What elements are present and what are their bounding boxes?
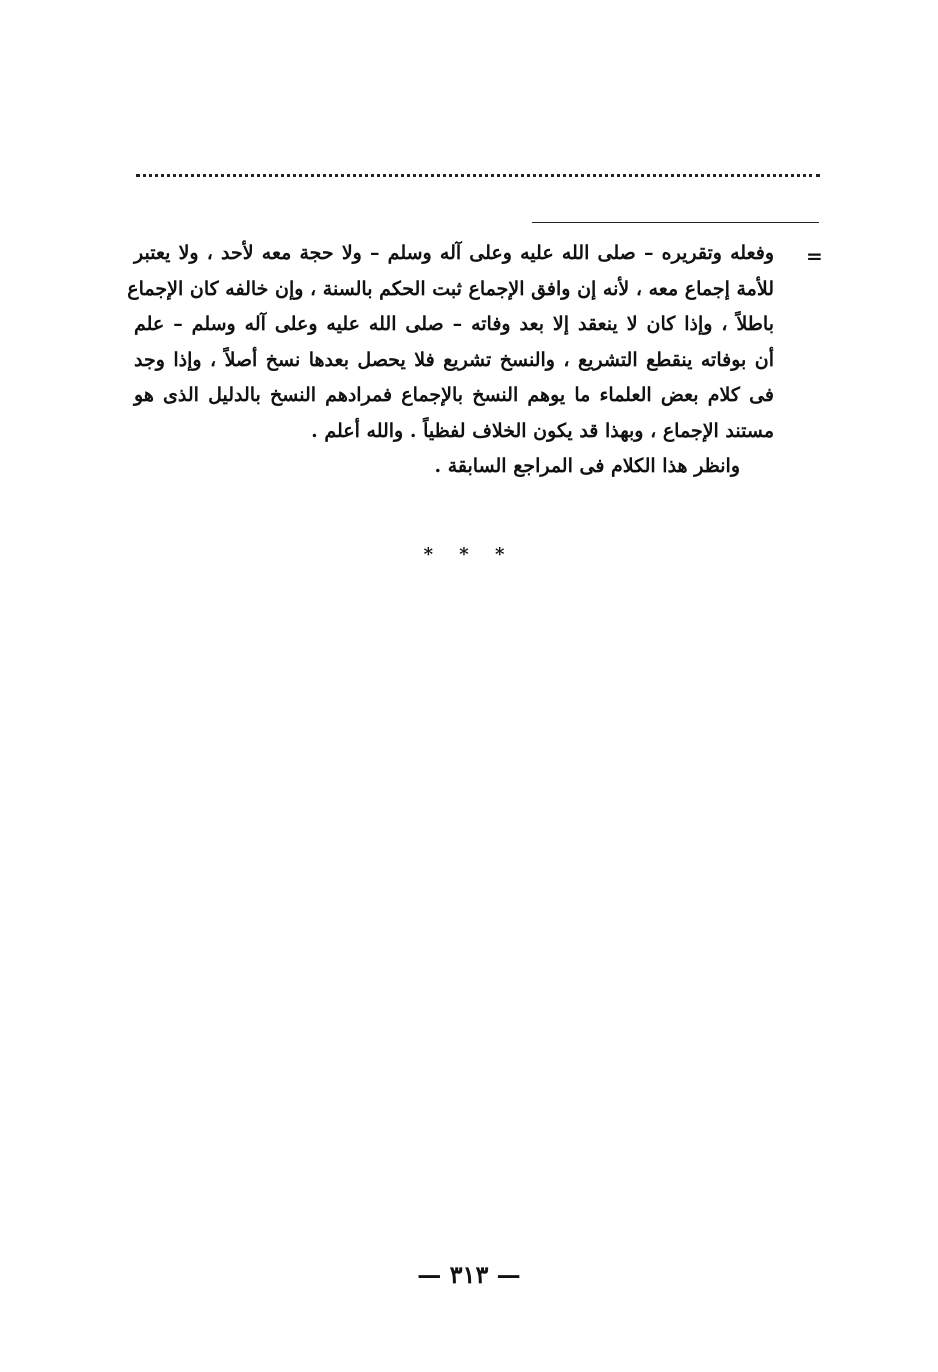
page-number: — ٣١٣ — [417, 1260, 521, 1289]
footnote-continuation-mark: = [806, 244, 823, 268]
footnote-line: للأمة إجماع معه ، لأنه إن وافق الإجماع ثبت الحكم بالسنة ، وإن خالفه كان الإجماع [127, 277, 774, 300]
footnote-line: أن بوفاته ينقطع التشريع ، والنسخ تشريع فلا يحصل بعدها نسخ أصلاً ، وإذا وجد [134, 348, 774, 371]
footnote-line: وفعله وتقريره – صلى الله عليه وعلى آله وسلم – ولا حجة معه لأحد ، ولا يعتبر [134, 242, 774, 264]
footnote-line: مستند الإجماع ، وبهذا قد يكون الخلاف لفظياً . والله أعلم . [311, 419, 774, 442]
footnote-separator-rule [532, 222, 819, 223]
dotted-separator [136, 174, 820, 177]
footnote-line: فى كلام بعض العلماء ما يوهم النسخ بالإجماع فمرادهم النسخ بالدليل الذى هو [134, 384, 774, 406]
footnote-reference-note: وانظر هذا الكلام فى المراجع السابقة . [434, 455, 740, 477]
footnote-text [127, 236, 774, 485]
footnote-line: باطلاً ، وإذا كان لا ينعقد إلا بعد وفاته – صلى الله عليه وعلى آله وسلم – علم [134, 313, 774, 335]
section-break-asterisks: * * * [423, 544, 515, 565]
